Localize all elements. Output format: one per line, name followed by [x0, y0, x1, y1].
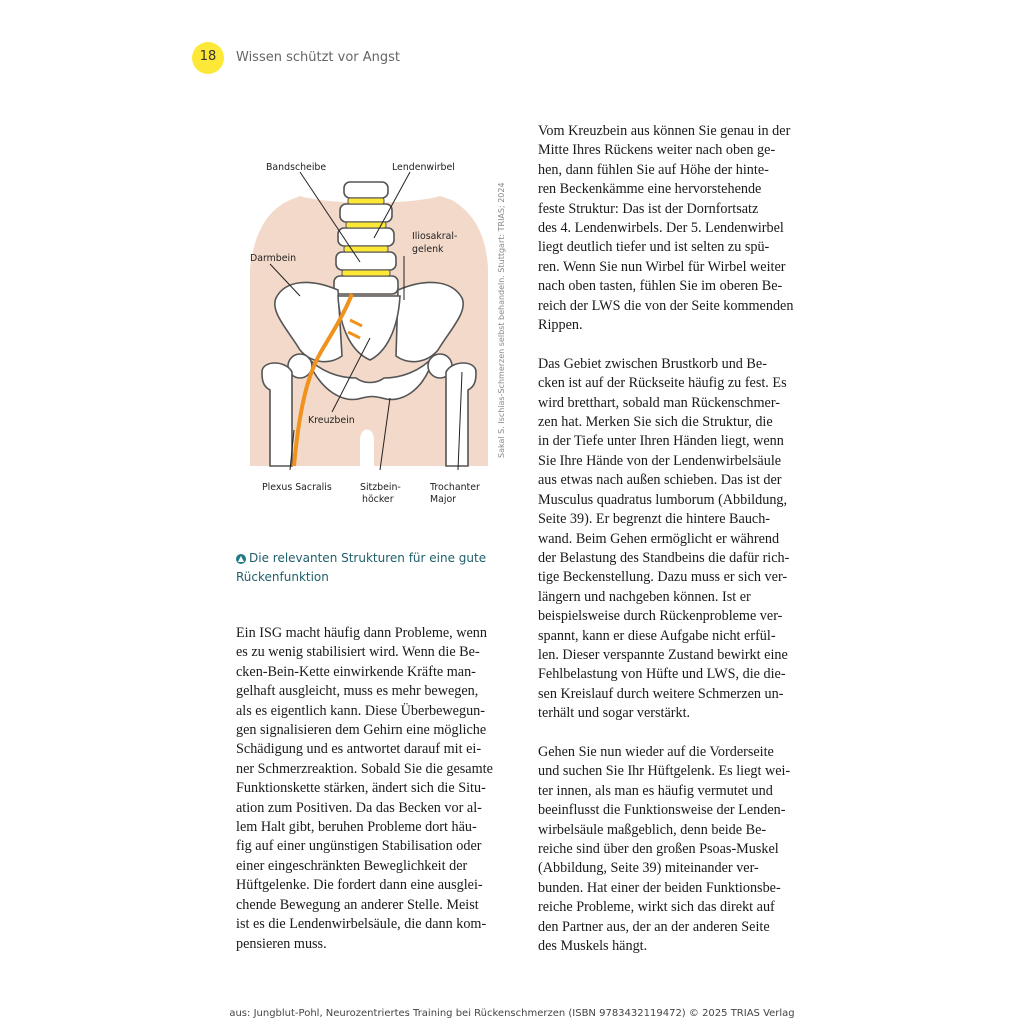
text-line: in der Tiefe unter Ihren Händen liegt, wenn [538, 433, 784, 450]
label-plexus: Plexus Sacralis [262, 482, 332, 493]
text-line: gen signalisieren dem Gehirn eine mögliche [236, 722, 487, 739]
text-line: wird bretthart, sobald man Rückenschmer- [538, 394, 781, 411]
paragraph-3 [538, 743, 818, 956]
text-line: Vom Kreuzbein aus können Sie genau in der [538, 123, 791, 139]
label-iliosakral-2: gelenk [412, 244, 444, 255]
label-sitzbein-1: Sitzbein- [360, 482, 401, 493]
running-title: Wissen schützt vor Angst [236, 50, 401, 65]
right-column-text [538, 122, 818, 956]
text-line: chende Bewegung an anderer Stelle. Meist [236, 896, 479, 913]
text-line: des 4. Lendenwirbels. Der 5. Lendenwirbel [538, 220, 784, 237]
text-line: aus etwas nach außen schieben. Das ist der [538, 472, 782, 489]
chevron-up-icon: ▲ [237, 554, 245, 563]
text-line: als es eigentlich kann. Diese Überbewegun- [236, 702, 485, 719]
text-line: Ein ISG macht häufig dann Probleme, wenn [236, 625, 487, 641]
text-line: es zu wenig stabilisiert wird. Wenn die Be- [236, 644, 480, 661]
text-line: einer eingeschränkten Beweglichkeit der [236, 857, 468, 874]
text-line: Musculus quadratus lumborum (Abbildung, [538, 491, 788, 508]
label-trochanter-2: Major [430, 494, 457, 505]
paragraph-2 [538, 355, 818, 724]
text-line: wirbelsäule maßgeblich, denn beide Be- [538, 821, 767, 838]
text-line: Funktionskette stärken, ändert sich die Situ- [236, 780, 486, 797]
text-line: zen hat. Merken Sie sich die Struktur, die [538, 414, 773, 431]
text-line: feste Struktur: Das ist der Dornfortsatz [538, 200, 759, 217]
text-line: reiche sind über den großen Psoas-Muskel [538, 841, 779, 857]
label-kreuzbein: Kreuzbein [308, 415, 355, 426]
label-darmbein: Darmbein [250, 253, 297, 264]
text-line: Rippen. [538, 317, 583, 334]
paragraph-1 [538, 122, 818, 335]
text-line: beeinflusst die Funktionsweise der Lenden- [538, 802, 786, 819]
text-line: Seite 39). Er begrenzt die hintere Bauch- [538, 511, 771, 528]
label-trochanter-1: Trochanter [430, 482, 480, 493]
text-line: Mitte Ihres Rückens weiter nach oben ge- [538, 142, 776, 159]
figure-caption [236, 549, 486, 587]
text-line: bunden. Hat einer der beiden Funktionsbe- [538, 879, 781, 896]
text-line: liegt deutlich tiefer und ist selten zu spü- [538, 239, 770, 256]
text-line: Sie Ihre Hände von der Lendenwirbelsäule [538, 452, 782, 469]
text-line: fig auf einer ungünstigen Stabilisation oder [236, 838, 482, 855]
text-line: Schädigung und es antwortet darauf mit ei- [236, 741, 482, 758]
label-sitzbein-2: höcker [362, 494, 394, 505]
label-iliosakral-1: Iliosakral- [412, 231, 458, 242]
text-line: cken-Bein-Kette einwirkende Kräfte man- [236, 663, 476, 680]
text-line: pensieren muss. [236, 935, 327, 952]
caption-line: Rückenfunktion [236, 570, 329, 584]
text-line: ner Schmerzreaktion. Sobald Sie die gesamte [236, 760, 493, 777]
text-line: ren Beckenkämme eine hervorstehende [538, 181, 762, 198]
text-line: tige Beckenstellung. Dazu muss er sich ver- [538, 569, 788, 586]
text-line: terhält und sogar verstärkt. [538, 705, 691, 722]
text-line: gelhaft ausgleicht, muss es mehr bewegen, [236, 683, 479, 700]
text-line: den Partner aus, der an der anderen Seite [538, 918, 770, 935]
text-line: des Muskels hängt. [538, 938, 648, 955]
text-line: lem Halt gibt, beruhen Probleme dort häu- [236, 819, 477, 836]
text-line: längern und nachgeben können. Ist er [538, 588, 751, 605]
text-line: (Abbildung, Seite 39) miteinander ver- [538, 860, 759, 877]
source-footer: aus: Jungblut-Pohl, Neurozentriertes Training bei Rückenschmerzen (ISBN 9783432119472) © 2025 TRIAS Verlag [229, 1008, 795, 1019]
text-line: cken ist auf der Rückseite häufig zu fest. Es [538, 375, 787, 392]
text-line: der Belastung des Standbeins die dafür rich- [538, 549, 790, 566]
text-line: ist es die Lendenwirbelsäule, die dann kom- [236, 916, 487, 933]
text-line: hen, dann fühlen Sie auf Höhe der hinte- [538, 161, 769, 178]
caption-line: Die relevanten Strukturen für eine gute [249, 551, 487, 565]
text-line: Das Gebiet zwischen Brustkorb und Be- [538, 355, 767, 372]
text-line: ation zum Positiven. Da das Becken vor al- [236, 799, 482, 816]
text-line: len. Dieser verspannte Zustand bewirkt eine [538, 646, 788, 663]
text-line: reiche Probleme, wirkt sich das direkt auf [538, 899, 775, 916]
paragraph [236, 624, 516, 954]
pelvis-anatomy-figure [236, 150, 516, 520]
label-bandscheibe: Bandscheibe [266, 162, 327, 173]
page-number-badge [192, 42, 224, 74]
text-line: Gehen Sie nun wieder auf die Vorderseite [538, 743, 774, 760]
text-line: ter innen, als man es häufig vermutet und [538, 782, 773, 799]
label-lendenwirbel: Lendenwirbel [392, 162, 455, 173]
text-line: wand. Beim Gehen ermöglicht er während [538, 530, 780, 547]
text-line: und suchen Sie Ihr Hüftgelenk. Es liegt wei- [538, 763, 791, 780]
left-column-text [236, 624, 516, 954]
text-line: spannt, kann er diese Aufgabe nicht erfül- [538, 627, 776, 644]
figure-credit: Sakal S. Ischias-Schmerzen selbst behandeln. Stuttgart: TRIAS; 2024 [497, 182, 506, 458]
text-line: Hüftgelenke. Die fordert dann eine ausglei- [236, 877, 483, 894]
text-line: sen Kreislauf durch weitere Schmerzen un- [538, 685, 784, 702]
text-line: reich der LWS die von der Seite kommenden [538, 297, 794, 314]
text-line: Fehlbelastung von Hüfte und LWS, die die- [538, 666, 786, 683]
page-number: 18 [199, 49, 217, 64]
text-line: beispielsweise durch Rückenprobleme ver- [538, 608, 783, 625]
text-line: ren. Wenn Sie nun Wirbel für Wirbel weiter [538, 258, 786, 275]
text-line: nach oben tasten, fühlen Sie im oberen Be- [538, 278, 783, 295]
